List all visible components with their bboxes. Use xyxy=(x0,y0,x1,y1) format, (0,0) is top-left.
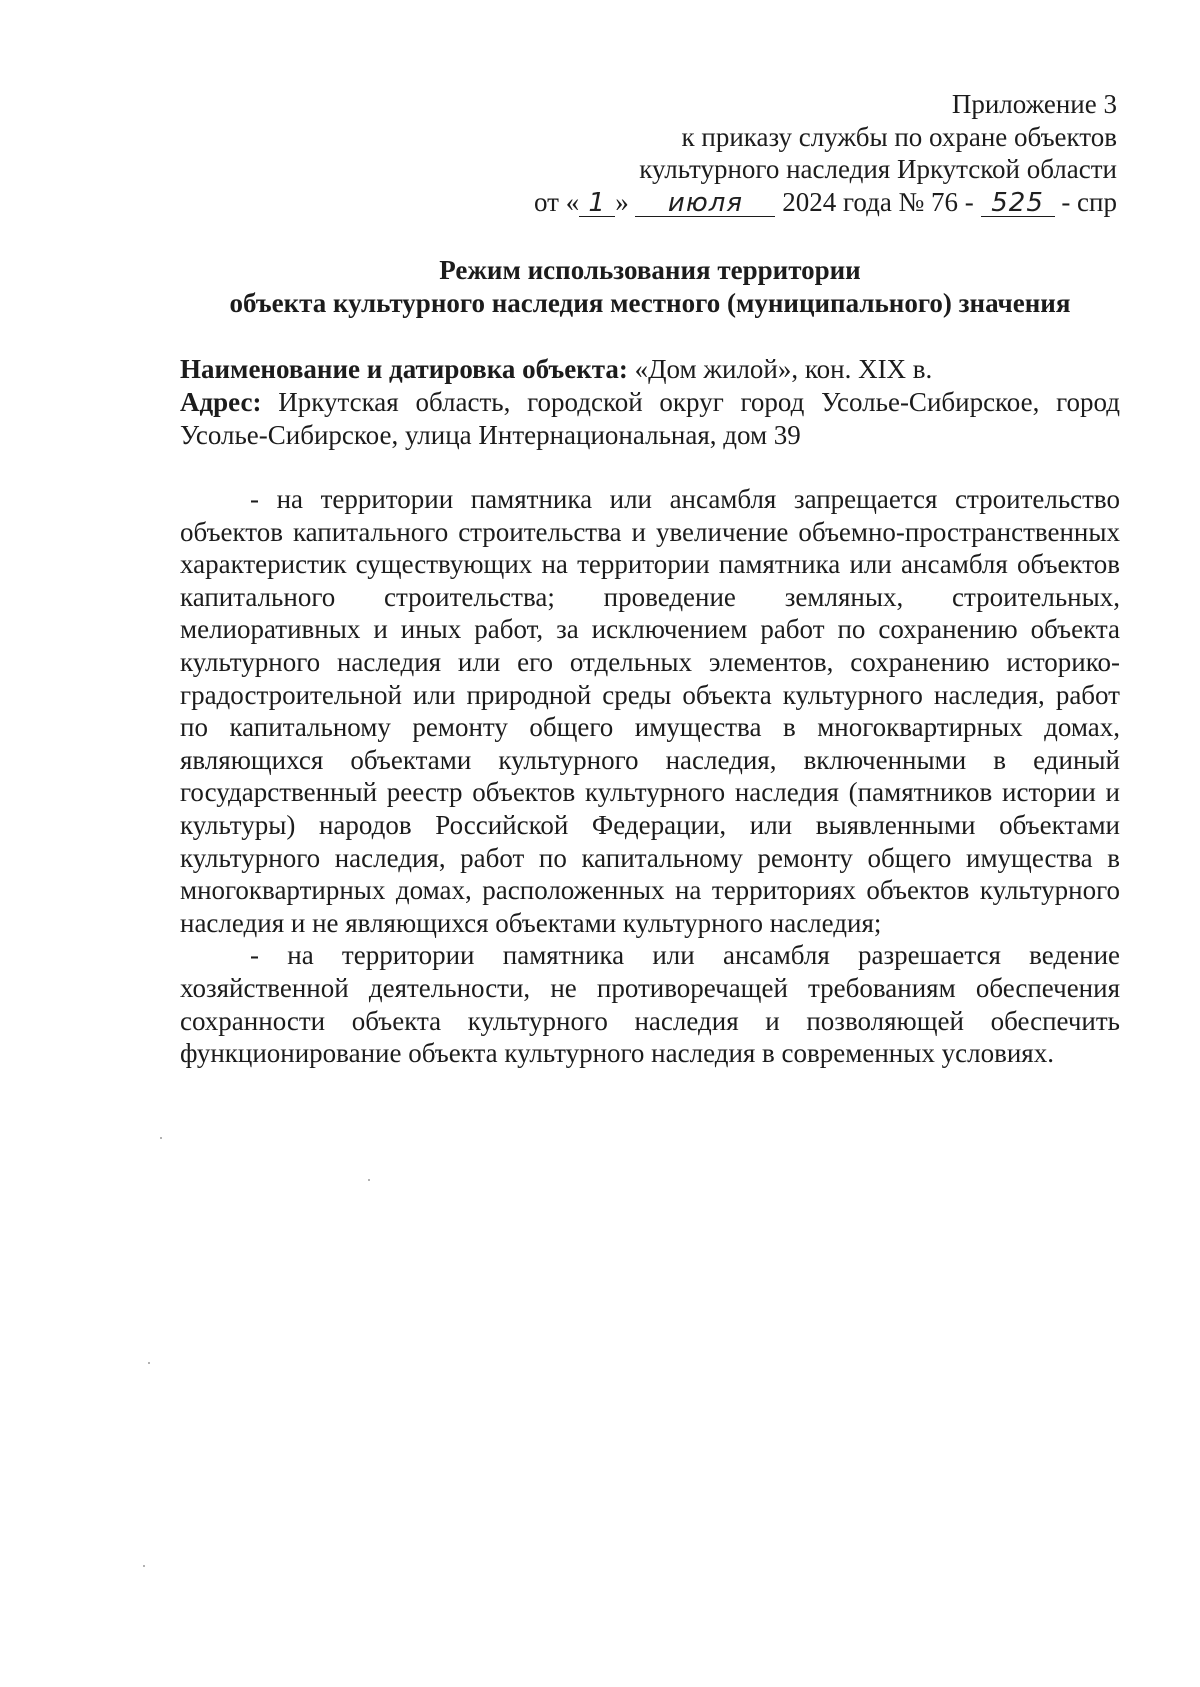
appendix-date-line xyxy=(477,186,1117,219)
permission-paragraph: - на территории памятника или ансамбля разрешается ведение хозяйственной деятельности, не противоречащей требованиям обеспечения сохранности объекта культурного наследия и позволяющей обеспечить функционирование объекта культурного наследия в современных условиях. xyxy=(180,940,1120,1069)
scan-speck xyxy=(143,1565,145,1567)
handwritten-month-field xyxy=(635,188,775,217)
year-and-number-prefix: 2024 года № 76 - xyxy=(782,186,974,217)
document-heading xyxy=(180,254,1120,320)
object-address-value: Иркутская область, городской округ город Усолье-Сибирское, город Усолье-Сибирское, улица Интернациональная, дом 39 xyxy=(180,387,1120,450)
heading-line-1: Режим использования территории xyxy=(439,255,861,285)
date-quote-close: » xyxy=(615,186,629,217)
scan-speck xyxy=(148,1362,150,1364)
appendix-header xyxy=(477,88,1117,218)
handwritten-month: июля xyxy=(667,187,743,218)
handwritten-order-number-field xyxy=(981,188,1055,217)
object-address-label: Адрес: xyxy=(180,387,262,417)
handwritten-order-number: 525 xyxy=(991,187,1044,218)
handwritten-day: 1 xyxy=(588,187,606,218)
date-prefix: от « xyxy=(534,186,580,217)
handwritten-day-field xyxy=(579,188,615,217)
appendix-authority: культурного наследия Иркутской области xyxy=(639,154,1117,184)
heading-line-2: объекта культурного наследия местного (муниципального) значения xyxy=(229,288,1071,318)
object-address-line xyxy=(180,386,1120,452)
object-name-value: «Дом жилой», кон. XIX в. xyxy=(634,354,933,384)
prohibition-paragraph: - на территории памятника или ансамбля запрещается строительство объектов капитального строительства и увеличение объемно-пространственных характеристик существующих на территории памятника или ансамбля объектов капитального строительства; проведение земляных, строительных, мелиоративных и иных работ, за исключением работ по сохранению объекта культурного наследия или его отдельных элементов, сохранению историко-градостроительной или природной среды объекта культурного наследия, работ по капитальному ремонту общего имущества в многоквартирных домах, являющихся объектами культурного наследия, включенными в единый государственный реестр объектов культурного наследия (памятников истории и культуры) народов Российской Федерации, или выявленными объектами культурного наследия, работ по капитальному ремонту общего имущества в многоквартирных домах, расположенных на территориях объектов культурного наследия и не являющихся объектами культурного наследия; xyxy=(180,484,1120,938)
order-suffix: - спр xyxy=(1061,186,1117,217)
object-name-line xyxy=(180,353,1120,386)
regime-body xyxy=(180,483,1120,1070)
object-info xyxy=(180,353,1120,452)
scan-speck xyxy=(368,1179,370,1181)
appendix-order-ref: к приказу службы по охране объектов xyxy=(681,121,1117,152)
appendix-title: Приложение 3 xyxy=(951,89,1117,119)
scan-speck xyxy=(160,1137,162,1139)
object-name-label: Наименование и датировка объекта: xyxy=(180,354,628,384)
